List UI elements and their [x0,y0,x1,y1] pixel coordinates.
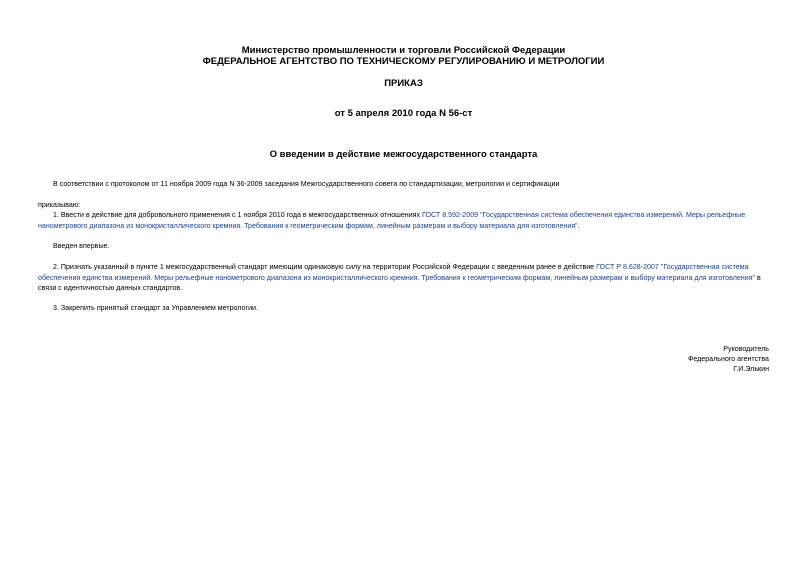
date-number: от 5 апреля 2010 года N 56-ст [334,108,473,119]
agency-name: ФЕДЕРАЛЬНОЕ АГЕНТСТВО ПО ТЕХНИЧЕСКОМУ РЕГУЛИРОВАНИЮ И МЕТРОЛОГИИ [202,56,605,67]
document-type: ПРИКАЗ [384,78,423,89]
ministry-name: Министерство промышленности и торговли Российской Федерации [241,45,566,56]
item-3-paragraph: 3. Закрепить принятый стандарт за Управлением метрологии. [53,304,258,312]
item-2-text: 2. Признать указанный в пункте 1 межгосударственный стандарт имеющим одинаковую силу на территории Российской Федерации с введенным ранее в действие [53,263,597,271]
gost-8-592-2009-link[interactable]: ГОСТ 8.592-2009 "Государственная система обеспечения единства измерений. Меры рельефные нанометрового диапазона из монокристаллического кремния. Требования к геометрическим формам, линейным размерам и выбору материала для изготовления" [38,211,746,230]
signature-role: Руководитель [723,345,769,353]
item-1-suffix: . [577,221,580,230]
item-2-paragraph [38,262,770,294]
introduced-first-note: Введен впервые. [53,242,110,250]
item-2-suffix: в связи с идентичностью данных стандартов. [38,273,761,292]
item-1-text: 1. Ввести в действие для добровольного применения с 1 ноября 2010 года в межгосударственных отношениях [53,211,423,219]
order-word: приказываю: [38,201,81,209]
document-title: О введении в действие межгосударственного стандарта [269,149,538,160]
item-1-paragraph [38,210,770,231]
gost-r-8-628-2007-link[interactable]: ГОСТ Р 8.628-2007 "Государственная система обеспечения единства измерений. Меры рельефные нанометрового диапазона из монокристаллического кремния. Требования к геометрическим формам, линейным размерам и выбору материала для изготовления" [38,263,756,282]
signature-org: Федерального агентства [687,355,769,363]
intro-paragraph: В соответствии с протоколом от 11 ноября 2009 года N 36-2009 заседания Межгосударственного совета по стандартизации, метрологии и сертификации [53,180,560,188]
signature-name: Г.И.Элькин [733,365,769,373]
